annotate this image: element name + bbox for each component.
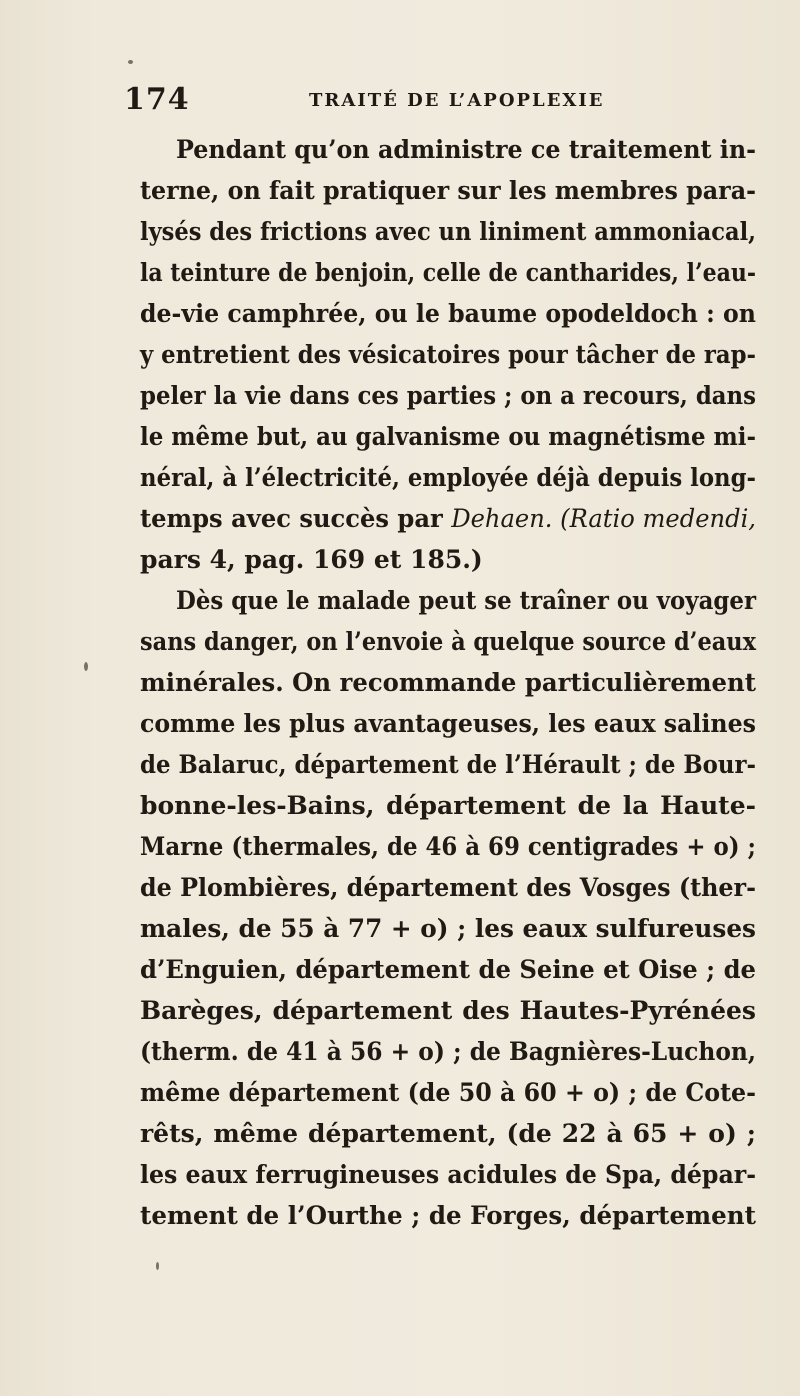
citation-italic: Dehaen. (Ratio medendi, — [451, 504, 756, 533]
text-line: Barèges, département des Hautes-Pyrénées — [140, 996, 756, 1025]
text-line: rêts, même département, (de 22 à 65 + o) ; — [140, 1119, 756, 1148]
running-title: TRAITÉ DE L’APOPLEXIE — [309, 90, 605, 111]
text-segment: temps avec succès par — [140, 504, 443, 533]
text-line: même département (de 50 à 60 + o) ; de Cote- — [140, 1078, 756, 1107]
text-line: (therm. de 41 à 56 + o) ; de Bagnières-Luchon, — [140, 1037, 756, 1066]
text-line: d’Enguien, département de Seine et Oise ; de — [140, 955, 756, 984]
text-line: lysés des frictions avec un liniment ammoniacal, — [140, 217, 756, 246]
text-line: minérales. On recommande particulièrement — [140, 668, 756, 697]
paper-speck — [128, 60, 133, 64]
running-head — [124, 82, 724, 122]
paper-speck — [84, 662, 88, 671]
text-line: de Plombières, département des Vosges (ther- — [140, 873, 756, 902]
text-line: tement de l’Ourthe ; de Forges, département — [140, 1201, 756, 1230]
text-line: males, de 55 à 77 + o) ; les eaux sulfureuses — [140, 914, 756, 943]
paper-speck — [156, 1262, 159, 1270]
text-line: Marne (thermales, de 46 à 69 centigrades + o) ; — [140, 832, 756, 861]
text-line: de Balaruc, département de l’Hérault ; de Bour- — [140, 750, 756, 779]
text-line: de-vie camphrée, ou le baume opodeldoch : on — [140, 299, 756, 328]
text-line: y entretient des vésicatoires pour tâcher de rap- — [140, 340, 756, 369]
text-line: peler la vie dans ces parties ; on a recours, dans — [140, 381, 756, 410]
text-line: terne, on fait pratiquer sur les membres para- — [140, 176, 756, 205]
page-number: 174 — [124, 82, 190, 117]
text-line: comme les plus avantageuses, les eaux salines — [140, 709, 756, 738]
text-line: les eaux ferrugineuses acidules de Spa, dépar- — [140, 1160, 756, 1189]
text-line: bonne-les-Bains, département de la Haute- — [140, 791, 756, 820]
text-line: Pendant qu’on administre ce traitement in- — [176, 135, 756, 164]
text-line: le même but, au galvanisme ou magnétisme mi- — [140, 422, 756, 451]
text-line: pars 4, pag. 169 et 185.) — [140, 545, 483, 574]
text-line: Dès que le malade peut se traîner ou voyager — [176, 586, 756, 615]
text-line: la teinture de benjoin, celle de cantharides, l’eau- — [140, 258, 756, 287]
text-line: sans danger, on l’envoie à quelque source d’eaux — [140, 627, 756, 656]
text-line-with-citation — [140, 506, 756, 531]
text-line: néral, à l’électricité, employée déjà depuis long- — [140, 463, 756, 492]
